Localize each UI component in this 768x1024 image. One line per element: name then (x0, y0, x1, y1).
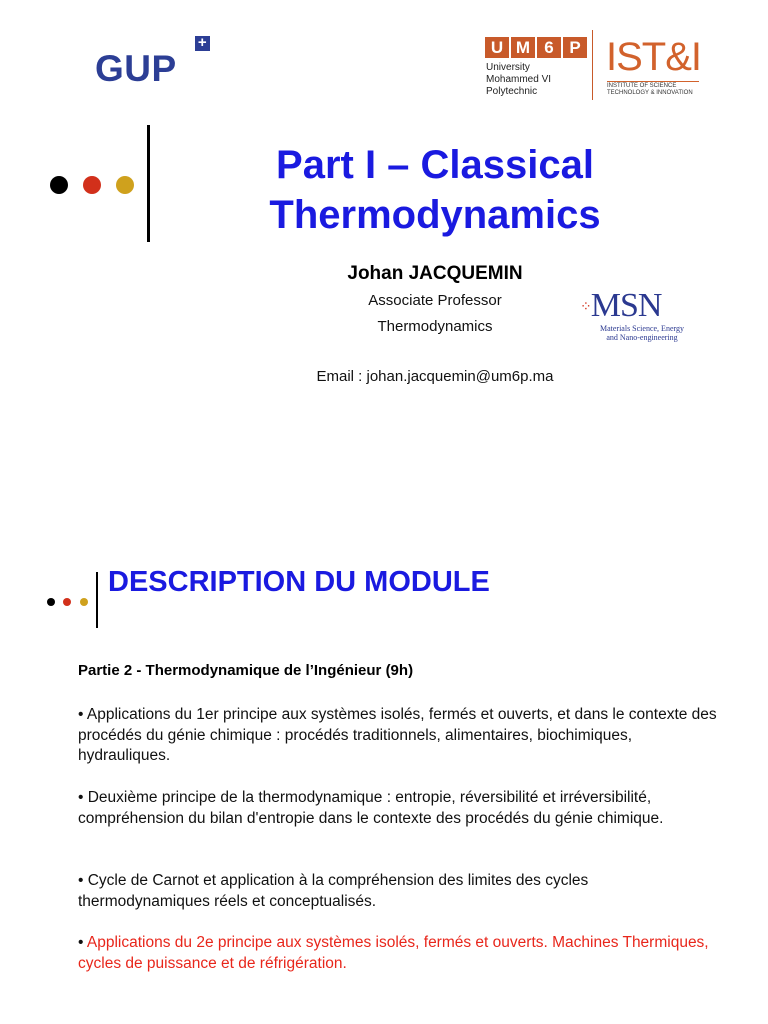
bullet-paragraph: • Cycle de Carnot et application à la compréhension des limites des cycles thermodynamiques réels et conceptualisés. (78, 872, 589, 910)
um6p-letter: 6 (537, 37, 561, 58)
isti-sub-line: TECHNOLOGY & INNOVATION (607, 90, 693, 96)
author-name: Johan JACQUEMIN (347, 263, 523, 284)
isti-sub-line: INSTITUTE OF SCIENCE (607, 83, 677, 89)
um6p-line: University (486, 62, 530, 73)
msn-sub-line: and Nano-engineering (606, 333, 678, 343)
isti-logo-subtitle (607, 81, 699, 97)
title-line: Part I – Classical (276, 143, 594, 187)
gup-logo (95, 34, 208, 90)
msn-logo (580, 287, 690, 343)
isti-logo: IST&I (606, 35, 702, 79)
bullet-paragraph-highlight (78, 933, 718, 974)
decor-dot-black (50, 176, 68, 194)
decor-vertical-bar-small (96, 572, 98, 628)
msn-logo-text (580, 287, 690, 324)
bullet-paragraph: • Applications du 1er principe aux systèmes isolés, fermés et ouverts, et dans le contexte des procédés du génie chimique : procédés traditionnels, alimentaires, biochimiques, hydrauliques. (78, 706, 717, 764)
author-role: Associate Professor (368, 292, 502, 309)
msn-sub-line: Materials Science, Energy (599, 324, 685, 334)
msn-logo-subtitle (594, 324, 690, 342)
decor-vertical-bar (147, 125, 150, 242)
author-email: Email : johan.jacquemin@um6p.ma (316, 368, 554, 385)
decor-dot-gold (116, 176, 134, 194)
logo-divider (592, 30, 593, 100)
um6p-letter: M (511, 37, 535, 58)
presentation-title (200, 140, 670, 240)
um6p-line: Polytechnic (486, 86, 538, 97)
partie-heading: Partie 2 - Thermodynamique de l’Ingénieur (9h) (78, 662, 414, 679)
gup-logo-text: GUP (95, 48, 177, 89)
decor-dot-red-small (63, 598, 71, 606)
gup-logo-plus: + (195, 36, 210, 51)
bullet-highlight-text: Applications du 2e principe aux systèmes isolés, fermés et ouverts. Machines Thermiques, cycles de puissance et de réfrigération. (78, 934, 709, 972)
title-line: Thermodynamics (269, 193, 601, 237)
msn-letters: MSN (590, 287, 662, 324)
um6p-logo-text (486, 62, 551, 98)
section-heading: DESCRIPTION DU MODULE (108, 566, 490, 598)
bullet-marker: • (78, 934, 84, 951)
um6p-logo (485, 37, 587, 58)
decor-dot-gold-small (80, 598, 88, 606)
author-subject: Thermodynamics (377, 318, 493, 335)
um6p-letter: P (563, 37, 587, 58)
um6p-line: Mohammed VI (486, 74, 552, 85)
decor-dot-red (83, 176, 101, 194)
decor-dot-black-small (47, 598, 55, 606)
bullet-paragraph: • Deuxième principe de la thermodynamique : entropie, réversibilité et irréversibilité, compréhension du bilan d'entropie dans le contexte des procédés du génie chimique. (78, 789, 664, 827)
um6p-letter: U (485, 37, 509, 58)
msn-dots-icon: ⁘ (580, 300, 591, 316)
